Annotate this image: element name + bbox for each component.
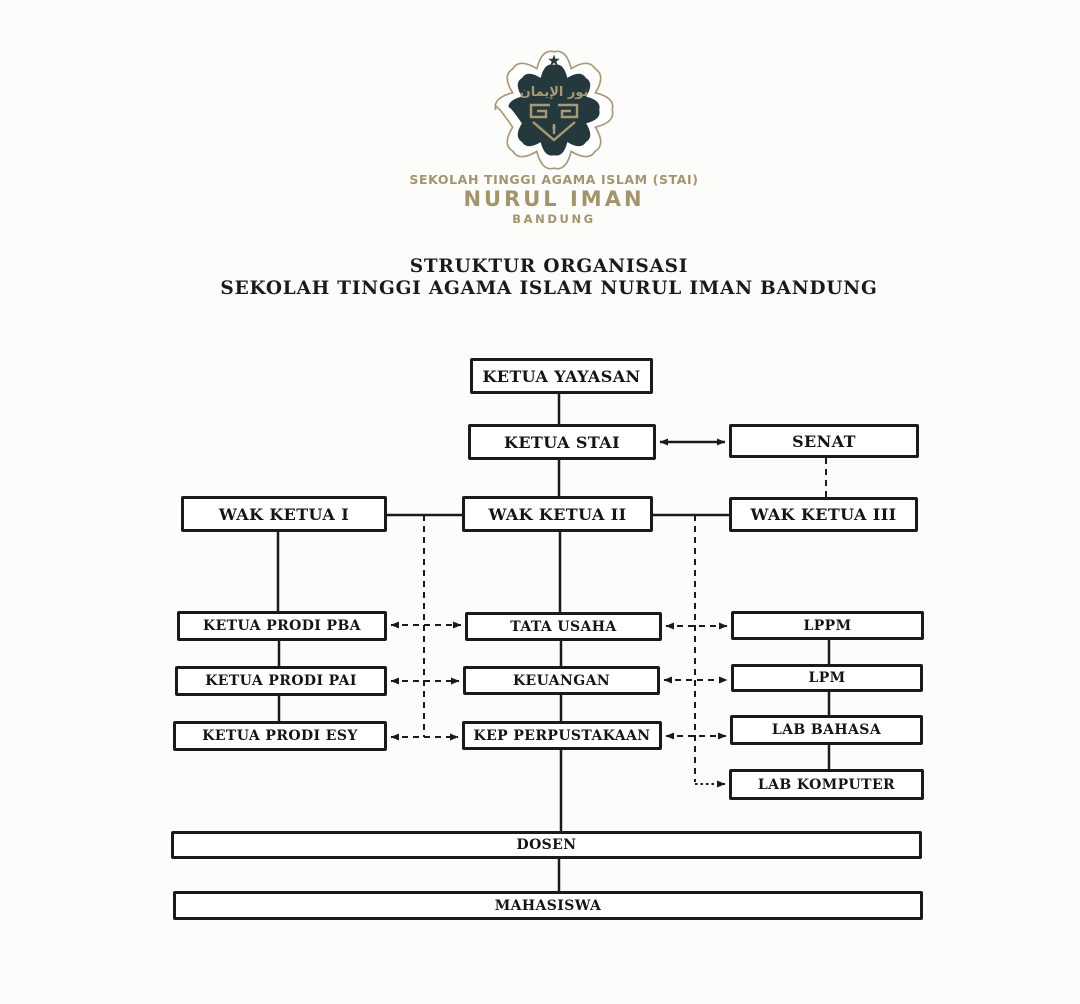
node-tata-usaha xyxy=(465,612,662,641)
node-label: KETUA PRODI ESY xyxy=(202,728,358,744)
node-label: KEP PERPUSTAKAAN xyxy=(473,727,651,744)
node-ketua-stai xyxy=(468,424,656,460)
node-label: LAB KOMPUTER xyxy=(757,776,896,793)
solid-connectors xyxy=(278,393,829,891)
page-title-line1: STRUKTUR ORGANISASI xyxy=(409,256,689,277)
page-title-line2: SEKOLAH TINGGI AGAMA ISLAM NURUL IMAN BANDUNG xyxy=(220,278,878,299)
node-ketua-prodi-esy xyxy=(173,721,387,751)
node-wak-ketua-1 xyxy=(181,496,387,532)
node-ketua-prodi-pba xyxy=(177,611,387,641)
node-label: SENAT xyxy=(792,431,856,451)
node-label: MAHASISWA xyxy=(494,897,602,914)
node-wak-ketua-2 xyxy=(462,496,653,532)
node-lpm xyxy=(731,664,923,692)
node-label: KEUANGAN xyxy=(512,672,611,689)
node-wak-ketua-3 xyxy=(729,497,918,532)
node-label: WAK KETUA I xyxy=(218,504,350,524)
node-mahasiswa xyxy=(173,891,923,920)
node-label: KETUA PRODI PAI xyxy=(205,673,357,689)
node-senat xyxy=(729,424,919,458)
node-label: LPM xyxy=(808,670,846,686)
node-ketua-prodi-pai xyxy=(175,666,387,696)
node-label: KETUA STAI xyxy=(504,432,620,452)
node-label: WAK KETUA III xyxy=(750,505,897,524)
node-label: DOSEN xyxy=(516,837,577,853)
node-ketua-yayasan xyxy=(470,358,653,394)
node-lab-komputer xyxy=(729,769,924,800)
node-label: WAK KETUA II xyxy=(488,504,627,524)
node-label: LAB BAHASA xyxy=(771,722,882,738)
node-lab-bahasa xyxy=(730,715,923,745)
node-kep-perpustakaan xyxy=(462,721,662,750)
node-label: TATA USAHA xyxy=(510,618,617,635)
logo-arabic-text: نور الإيمان xyxy=(519,85,589,100)
node-label: LPPM xyxy=(803,617,852,634)
logo-institution-name: NURUL IMAN xyxy=(463,187,645,211)
node-label: KETUA YAYASAN xyxy=(482,366,641,386)
logo-city: BANDUNG xyxy=(512,212,596,226)
node-label: KETUA PRODI PBA xyxy=(203,618,361,634)
node-dosen xyxy=(171,831,922,859)
node-lppm xyxy=(731,611,924,640)
node-keuangan xyxy=(463,666,660,695)
logo-institution-line: SEKOLAH TINGGI AGAMA ISLAM (STAI) xyxy=(409,172,699,187)
